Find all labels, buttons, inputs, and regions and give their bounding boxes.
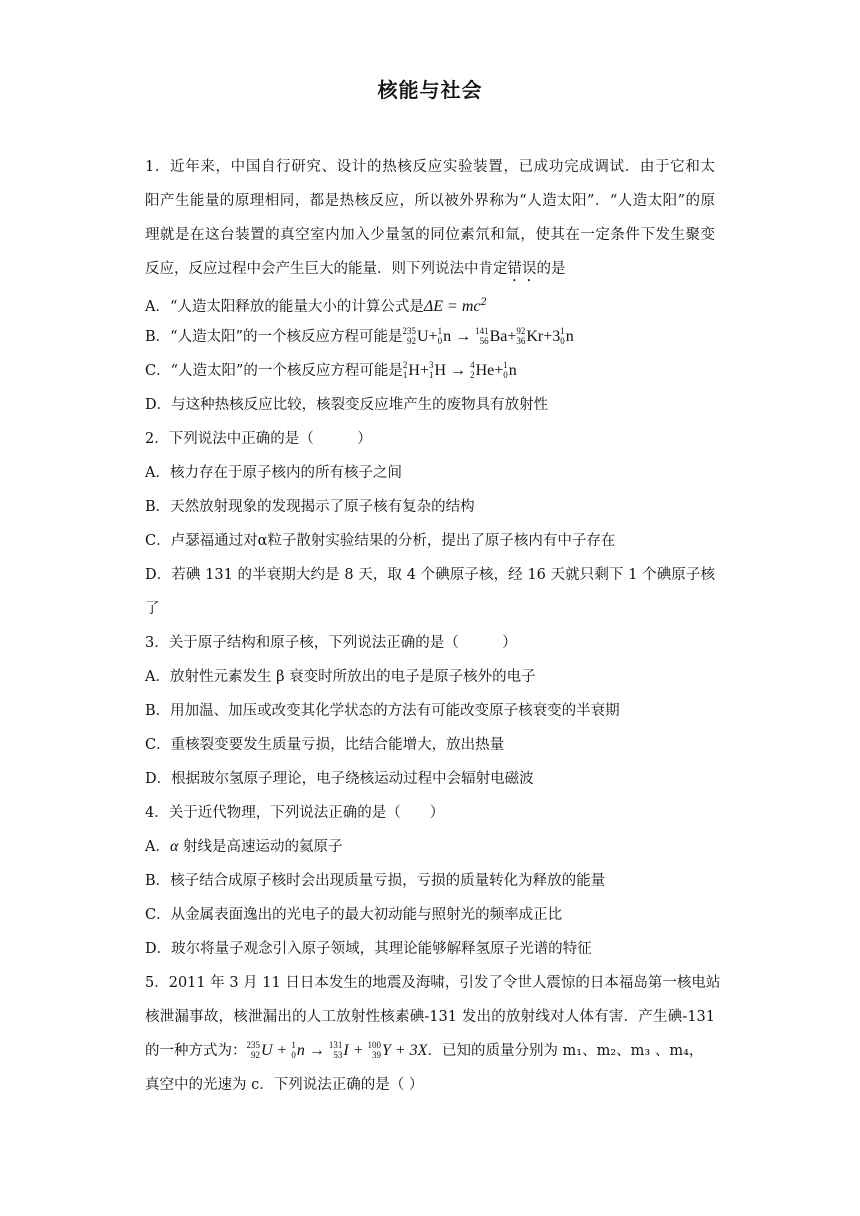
q4-option-a: A．α 射线是高速运动的氦原子 [145, 838, 343, 855]
alpha-symbol: α [169, 838, 179, 855]
q4-option-c: C．从金属表面逸出的光电子的最大初动能与照射光的频率成正比 [145, 907, 563, 923]
q5-stem-line-3: 的一种方式为： 235 92 U + 1 0 n → 131 53 I + 100 39 Y + 3X．已知的质量分别为 m₁、m₂、m₃ 、m₄， [145, 1040, 704, 1061]
q1-stem-line-4 [145, 252, 715, 286]
q2-option-b: B．天然放射现象的发现揭示了原子核有复杂的结构 [145, 499, 475, 515]
q3-option-b: B．用加温、加压或改变其化学状态的方法有可能改变原子核衰变的半衰期 [145, 703, 620, 719]
q3-option-a: A．放射性元素发生 β 衰变时所放出的电子是原子核外的电子 [145, 669, 536, 685]
q1-stem-text: 反应，反应过程中会产生巨大的能量．则下列说法中肯定 [145, 261, 508, 277]
q1-stem-line-3: 理就是在这台装置的真空室内加入少量氢的同位素氘和氚，使其在一定条件下发生聚变 [145, 227, 715, 243]
q5-stem-line-4: 真空中的光速为 c．下列说法正确的是（ ） [145, 1077, 424, 1093]
q4-option-d: D．玻尔将量子观念引入原子领域，其理论能够解释氢原子光谱的特征 [145, 941, 592, 957]
q3-option-d: D．根据玻尔氢原子理论，电子绕核运动过程中会辐射电磁波 [145, 771, 534, 787]
q2-option-d: D．若碘 131 的半衰期大约是 8 天，取 4 个碘原子核，经 16 天就只剩下 1 个碘原子核 [145, 567, 715, 583]
q1-option-b: B．“人造太阳”的一个核反应方程可能是 235 92 U+ 1 0 n → 141 56 Ba+ 92 36 Kr+3 1 0 n [145, 326, 574, 347]
q5-stem-line-1: 5．2011 年 3 月 11 日日本发生的地震及海啸，引发了令世人震惊的日本福岛第一核电站 [145, 975, 721, 991]
page-title: 核能与社会 [377, 78, 483, 102]
q2-option-a: A．核力存在于原子核内的所有核子之间 [145, 465, 402, 481]
q3-option-c: C．重核裂变要发生质量亏损，比结合能增大，放出热量 [145, 737, 505, 753]
fusion-equation: 2 1 H+ 3 1 H → 4 2 He+ 1 0 n [402, 360, 517, 381]
q1-stem-tail: 的是 [536, 261, 566, 277]
question-list [145, 150, 721, 1102]
q4-option-b: B．核子结合成原子核时会出现质量亏损，亏损的质量转化为释放的能量 [145, 873, 606, 889]
q1-option-a: A．“人造太阳释放的能量大小的计算公式是$\Delta E = mc^2$ [145, 297, 487, 315]
q1-option-c: C．“人造太阳”的一个核反应方程可能是 2 1 H+ 3 1 H → 4 2 He+ 1 0 n [145, 360, 517, 381]
q1-stem-line-2: 阳产生能量的原理相同，都是热核反应，所以被外界称为“人造太阳”．“人造太阳”的原 [145, 193, 715, 209]
q1-stem-line-1: 1．近年来，中国自行研究、设计的热核反应实验装置，已成功完成调试．由于它和太 [145, 159, 715, 175]
q4-stem: 4．关于近代物理，下列说法正确的是（ ） [145, 805, 445, 821]
q1-option-d: D．与这种热核反应比较，核裂变反应堆产生的废物具有放射性 [145, 397, 549, 413]
q3-stem: 3．关于原子结构和原子核，下列说法正确的是（ ） [145, 635, 517, 651]
q2-option-d-cont: 了 [145, 601, 160, 617]
q2-option-c: C．卢瑟福通过对α粒子散射实验结果的分析，提出了原子核内有中子存在 [145, 533, 616, 549]
q5-stem-line-2: 核泄漏事故，核泄漏出的人工放射性核素碘-131 发出的放射线对人体有害．产生碘-131 [145, 1009, 715, 1025]
q1-emphasis-word: 错误 [507, 261, 537, 277]
energy-formula: ΔE = mc [423, 297, 481, 315]
q2-stem: 2．下列说法中正确的是（ ） [145, 431, 372, 447]
iodine-equation: 235 92 U + 1 0 n → 131 53 I + 100 39 Y + 3X [246, 1040, 428, 1061]
fission-equation: 235 92 U+ 1 0 n → 141 56 Ba+ 92 36 Kr+3 1 0 n [402, 326, 574, 347]
